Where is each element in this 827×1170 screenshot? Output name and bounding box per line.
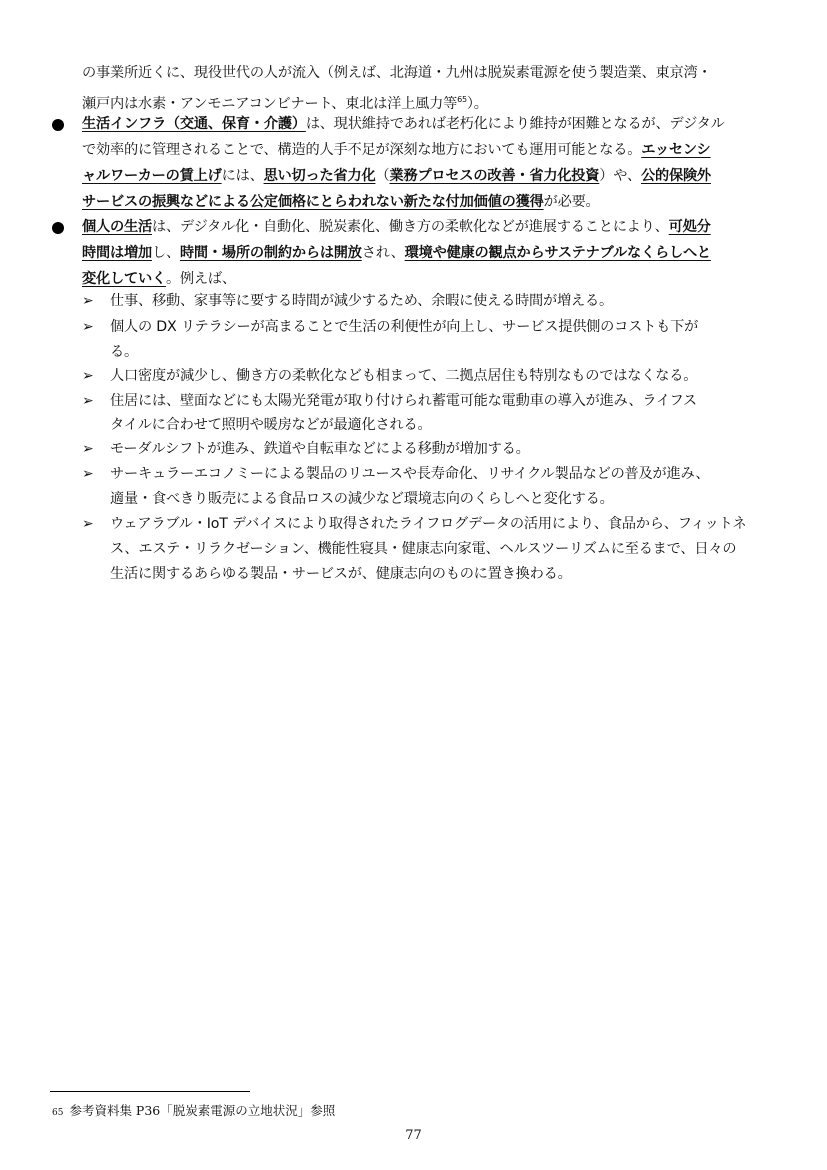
bullet2-line-2: 時間は増加し、時間・場所の制約からは開放され、環境や健康の観点からサステナブルなくらしへと xyxy=(82,245,711,261)
bullet1-line-3: ャルワーカーの賃上げには、思い切った省力化（業務プロセスの改善・省力化投資）や、公的保険外 xyxy=(82,168,711,184)
bullet-dot-icon xyxy=(52,119,64,131)
footnote-text: 参考資料集 P36「脱炭素電源の立地状況」参照 xyxy=(69,1103,336,1118)
sub-item-6-line-1: サーキュラーエコノミーによる製品のリユースや長寿命化、リサイクル製品などの普及が進み、 xyxy=(110,466,710,482)
arrow-bullet-icon: ➢ xyxy=(82,293,94,309)
paragraph-continuation-line-1: の事業所近くに、現役世代の人が流入（例えば、北海道・九州は脱炭素電源を使う製造業、東京湾・ xyxy=(82,65,712,81)
sub-item-7-line-1: ウェアラブル・IoT デバイスにより取得されたライフログデータの活用により、食品から、フィットネ xyxy=(110,516,747,532)
bullet2-line-1: 個人の生活は、デジタル化・自動化、脱炭素化、働き方の柔軟化などが進展することにより、可処分 xyxy=(82,219,711,235)
page-number: 77 xyxy=(405,1128,422,1143)
sub-item-5-line-1: モーダルシフトが進み、鉄道や自転車などによる移動が増加する。 xyxy=(110,441,530,457)
arrow-bullet-icon: ➢ xyxy=(82,466,94,482)
sub-item-2-line-2: る。 xyxy=(110,344,138,360)
sub-item-3-line-1: 人口密度が減少し、働き方の柔軟化なども相まって、二拠点居住も特別なものではなくなる。 xyxy=(110,368,698,384)
bullet2-line-3: 変化していく。例えば、 xyxy=(82,271,236,287)
arrow-bullet-icon: ➢ xyxy=(82,393,94,409)
arrow-bullet-icon: ➢ xyxy=(82,319,94,335)
sub-item-7-line-3: 生活に関するあらゆる製品・サービスが、健康志向のものに置き換わる。 xyxy=(110,566,572,582)
bullet1-line-2: で効率的に管理されることで、構造的人手不足が深刻な地方においても運用可能となる。エッセンシ xyxy=(82,142,711,158)
sub-item-4-line-2: タイルに合わせて照明や暖房などが最適化される。 xyxy=(110,417,432,433)
footnote xyxy=(52,1101,335,1119)
arrow-bullet-icon: ➢ xyxy=(82,516,94,532)
sub-item-7-line-2: ス、エステ・リラクゼーション、機能性寝具・健康志向家電、ヘルスツーリズムに至るまで、日々の xyxy=(110,541,737,557)
bullet1-line-1: 生活インフラ（交通、保育・介護）は、現状維持であれば老朽化により維持が困難となるが、デジタル xyxy=(82,116,725,132)
footnote-number: 65 xyxy=(52,1108,64,1118)
arrow-bullet-icon: ➢ xyxy=(82,368,94,384)
sub-item-6-line-2: 適量・食べきり販売による食品ロスの減少など環境志向のくらしへと変化する。 xyxy=(110,491,614,507)
footnote-ref-65[interactable]: 65 xyxy=(457,95,467,104)
bullet-dot-icon xyxy=(52,222,64,234)
sub-item-1-line-1: 仕事、移動、家事等に要する時間が減少するため、余暇に使える時間が増える。 xyxy=(110,293,613,309)
arrow-bullet-icon: ➢ xyxy=(82,441,94,457)
sub-item-2-line-1: 個人の DX リテラシーが高まることで生活の利便性が向上し、サービス提供側のコストも下が xyxy=(110,319,699,335)
footnote-divider xyxy=(50,1091,250,1092)
sub-item-4-line-1: 住居には、壁面などにも太陽光発電が取り付けられ蓄電可能な電動車の導入が進み、ライフス xyxy=(110,393,697,409)
paragraph-continuation-line-2: 瀬戸内は水素・アンモニアコンビナート、東北は洋上風力等$^{65}$）。 xyxy=(82,95,488,112)
bullet1-line-4: サービスの振興などによる公定価格にとらわれない新たな付加価値の獲得が必要。 xyxy=(82,194,600,210)
